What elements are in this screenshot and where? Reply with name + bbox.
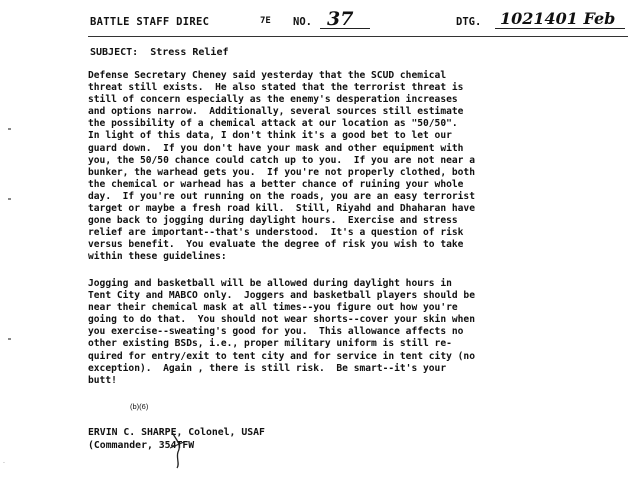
paragraph-line: target or maybe a fresh road kill. Still, Riyahd and Dhaharan have bbox=[88, 203, 475, 215]
paragraph-line: relief are important--that's understood. It's a question of risk bbox=[88, 227, 464, 239]
paragraph-line: In light of this data, I don't think it's a good bet to let our bbox=[88, 130, 452, 142]
paragraph-line: Tent City and MABCO only. Joggers and basketball players should be bbox=[88, 290, 475, 302]
subject-line bbox=[90, 47, 229, 58]
paragraph-line: the chemical or warhead has a better chance of ruining your whole bbox=[88, 178, 464, 190]
edge-mark: . bbox=[3, 458, 5, 465]
paragraph-line: day. If you're out running on the roads, you are an easy terrorist bbox=[88, 190, 475, 202]
paragraph-2 bbox=[88, 278, 626, 387]
dtg-value: 1021401 Feb bbox=[500, 9, 616, 28]
paragraph-1 bbox=[88, 70, 626, 264]
paragraph-line: near their chemical mask at all times--you figure out how you're bbox=[88, 302, 458, 314]
directive-title: BATTLE STAFF DIREC bbox=[90, 16, 210, 28]
subject-text: Stress Relief bbox=[150, 47, 229, 58]
paragraph-line: still of concern especially as the enemy's desperation increases bbox=[88, 94, 458, 106]
paragraph-line: quired for entry/exit to tent city and for service in tent city (no bbox=[88, 350, 475, 362]
handwritten-signature-mark bbox=[168, 430, 188, 470]
subject-label: SUBJECT: bbox=[90, 47, 139, 58]
signer-name: ERVIN C. SHARPE, Colonel, USAF bbox=[88, 427, 265, 438]
redaction-marker: (b)(6) bbox=[130, 402, 149, 411]
dtg-underline bbox=[495, 28, 625, 29]
paragraph-line: you exercise--sweating's good for you. This allowance affects no bbox=[88, 326, 464, 338]
paragraph-line: Defense Secretary Cheney said yesterday that the SCUD chemical bbox=[88, 70, 447, 81]
paragraph-line: within these guidelines: bbox=[88, 251, 227, 263]
paragraph-line: bunker, the warhead gets you. If you're not properly clothed, both bbox=[88, 166, 475, 178]
paragraph-line: the possibility of a chemical attack at our location as "50/50". bbox=[88, 118, 458, 130]
paragraph-line: and options narrow. Additionally, several sources still estimate bbox=[88, 106, 464, 118]
number-label: NO. bbox=[293, 16, 312, 28]
paragraph-line: threat still exists. He also stated that the terrorist threat is bbox=[88, 82, 464, 94]
margin-dot bbox=[8, 338, 11, 340]
document-header bbox=[90, 10, 630, 32]
paragraph-line: other existing BSDs, i.e., proper military uniform is still re- bbox=[88, 338, 452, 350]
dtg-label: DTG. bbox=[456, 16, 482, 28]
directive-tag: 7E bbox=[260, 16, 271, 26]
paragraph-line: Jogging and basketball will be allowed during daylight hours in bbox=[88, 278, 452, 289]
header-rule bbox=[88, 36, 628, 37]
paragraph-line: gone back to jogging during daylight hours. Exercise and stress bbox=[88, 215, 458, 227]
signer-title: (Commander, 354TFW bbox=[88, 440, 195, 451]
margin-dot bbox=[8, 128, 11, 130]
margin-dot bbox=[8, 198, 11, 200]
paragraph-line: you, the 50/50 chance could catch up to you. If you are not near a bbox=[88, 154, 475, 166]
paragraph-line: guard down. If you don't have your mask and other equipment with bbox=[88, 142, 464, 154]
directive-number: 37 bbox=[327, 8, 354, 30]
paragraph-line: going to do that. You should not wear shorts--cover your skin when bbox=[88, 314, 475, 326]
paragraph-line: versus benefit. You evaluate the degree of risk you wish to take bbox=[88, 239, 464, 251]
number-underline bbox=[320, 28, 370, 29]
paragraph-line: butt! bbox=[88, 374, 117, 386]
paragraph-line: exception). Again , there is still risk. Be smart--it's your bbox=[88, 362, 447, 374]
